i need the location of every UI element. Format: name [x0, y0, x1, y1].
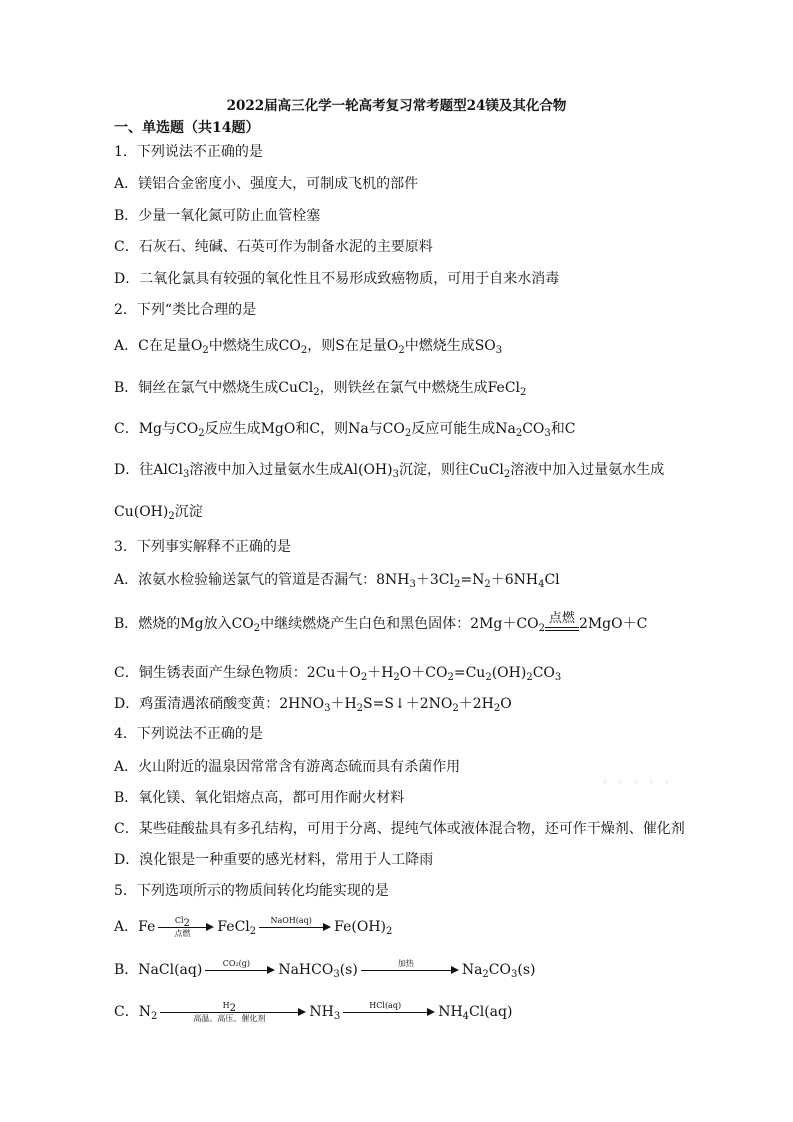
section-heading: 一、单选题（共14题）: [114, 120, 260, 136]
q3-option-b: B．燃烧的Mg放入$CO_2$中继续燃烧产生白色和黑色固体：$2Mg+CO_2$ 点燃 2MgO＋C: [114, 611, 648, 634]
q1-option-a: A．镁铝合金密度小、强度大，可制成飞机的部件: [114, 176, 419, 192]
reaction-arrow: CO₂(g): [205, 959, 275, 981]
question-1-stem: 1．下列说法不正确的是: [114, 144, 263, 160]
question-3-stem: 3．下列事实解释不正确的是: [114, 539, 291, 555]
q3-option-c: C．铜生锈表面产生绿色物质：$2Cu+O_2+H_2O+CO_2=Cu_2(OH)_2CO_3$: [114, 665, 562, 683]
reaction-arrow: NaOH(aq): [259, 916, 331, 938]
q2-option-d-line1: D．往AlCl$_3$溶液中加入过量氨水生成$Al(OH)_3$沉淀，则往CuCl$_2$溶液中加入过量氨水生成: [114, 462, 665, 480]
q5-option-a: A．Fe $Cl_2$ 点燃 FeCl$_2$ NaOH(aq) $Fe(OH)_2$: [114, 916, 393, 938]
question-4-stem: 4．下列说法不正确的是: [114, 726, 263, 742]
reaction-arrow: $H_2$ 高温、高压、催化剂: [160, 1001, 306, 1023]
q4-option-c: C．某些硅酸盐具有多孔结构，可用于分离、提纯气体或液体混合物，还可作干燥剂、催化剂: [114, 821, 685, 837]
page-title: 2022届高三化学一轮高考复习常考题型24镁及其化合物: [226, 98, 567, 114]
q5-option-b: B．NaCl(aq) CO₂(g) NaHCO$_3$(s) 加热 $Na_2CO_3(s)$: [114, 959, 536, 980]
reaction-arrow: $Cl_2$ 点燃: [158, 916, 214, 938]
q1-option-b: B．少量一氧化氮可防止血管栓塞: [114, 208, 321, 224]
question-5-stem: 5．下列选项所示的物质间转化均能实现的是: [114, 883, 389, 899]
reaction-arrow: HCl(aq): [343, 1001, 435, 1023]
q1-option-c: C．石灰石、纯碱、石英可作为制备水泥的主要原料: [114, 239, 433, 255]
q3-option-a: A．浓氨水检验输送氯气的管道是否漏气：$8NH_3+3Cl_2=N_2+6NH_4Cl$: [114, 572, 560, 590]
q2-option-a: A．C在足量$O_2$中燃烧生成$CO_2$，则S在足量$O_2$中燃烧生成$SO_3$: [114, 338, 503, 356]
q1-option-d: D．二氧化氯具有较强的氧化性且不易形成致癌物质，可用于自来水消毒: [114, 271, 560, 287]
faint-watermark: ·····: [600, 765, 678, 800]
reaction-condition: 点燃: [548, 611, 575, 626]
reaction-arrow: 加热: [361, 959, 459, 981]
q3-option-d: D．鸡蛋清遇浓硝酸变黄：$2HNO_3+H_2S=S↓+2NO_2+2H_2O$: [114, 696, 512, 714]
q4-option-b: B．氧化镁、氧化铝熔点高，都可用作耐火材料: [114, 790, 405, 806]
q5-option-c: C．$N_2$ $H_2$ 高温、高压、催化剂 $NH_3$ HCl(aq) $NH_4Cl(aq)$: [114, 1001, 513, 1023]
q2-option-d-line2: $Cu(OH)_2$沉淀: [114, 504, 203, 522]
q4-option-a: A．火山附近的温泉因常常含有游离态硫而具有杀菌作用: [114, 759, 461, 775]
question-2-stem: 2．下列“类比合理的是: [114, 302, 257, 318]
equals-sign-with-condition: [545, 612, 579, 636]
q4-option-d: D．溴化银是一种重要的感光材料，常用于人工降雨: [114, 852, 434, 868]
q2-option-b: B．铜丝在氯气中燃烧生成CuCl$_2$，则铁丝在氯气中燃烧生成FeCl$_2$: [114, 380, 527, 398]
q2-option-c: C．Mg与$CO_2$反应生成MgO和C，则Na与$CO_2$反应可能生成$Na_2CO_3$和C: [114, 421, 576, 439]
